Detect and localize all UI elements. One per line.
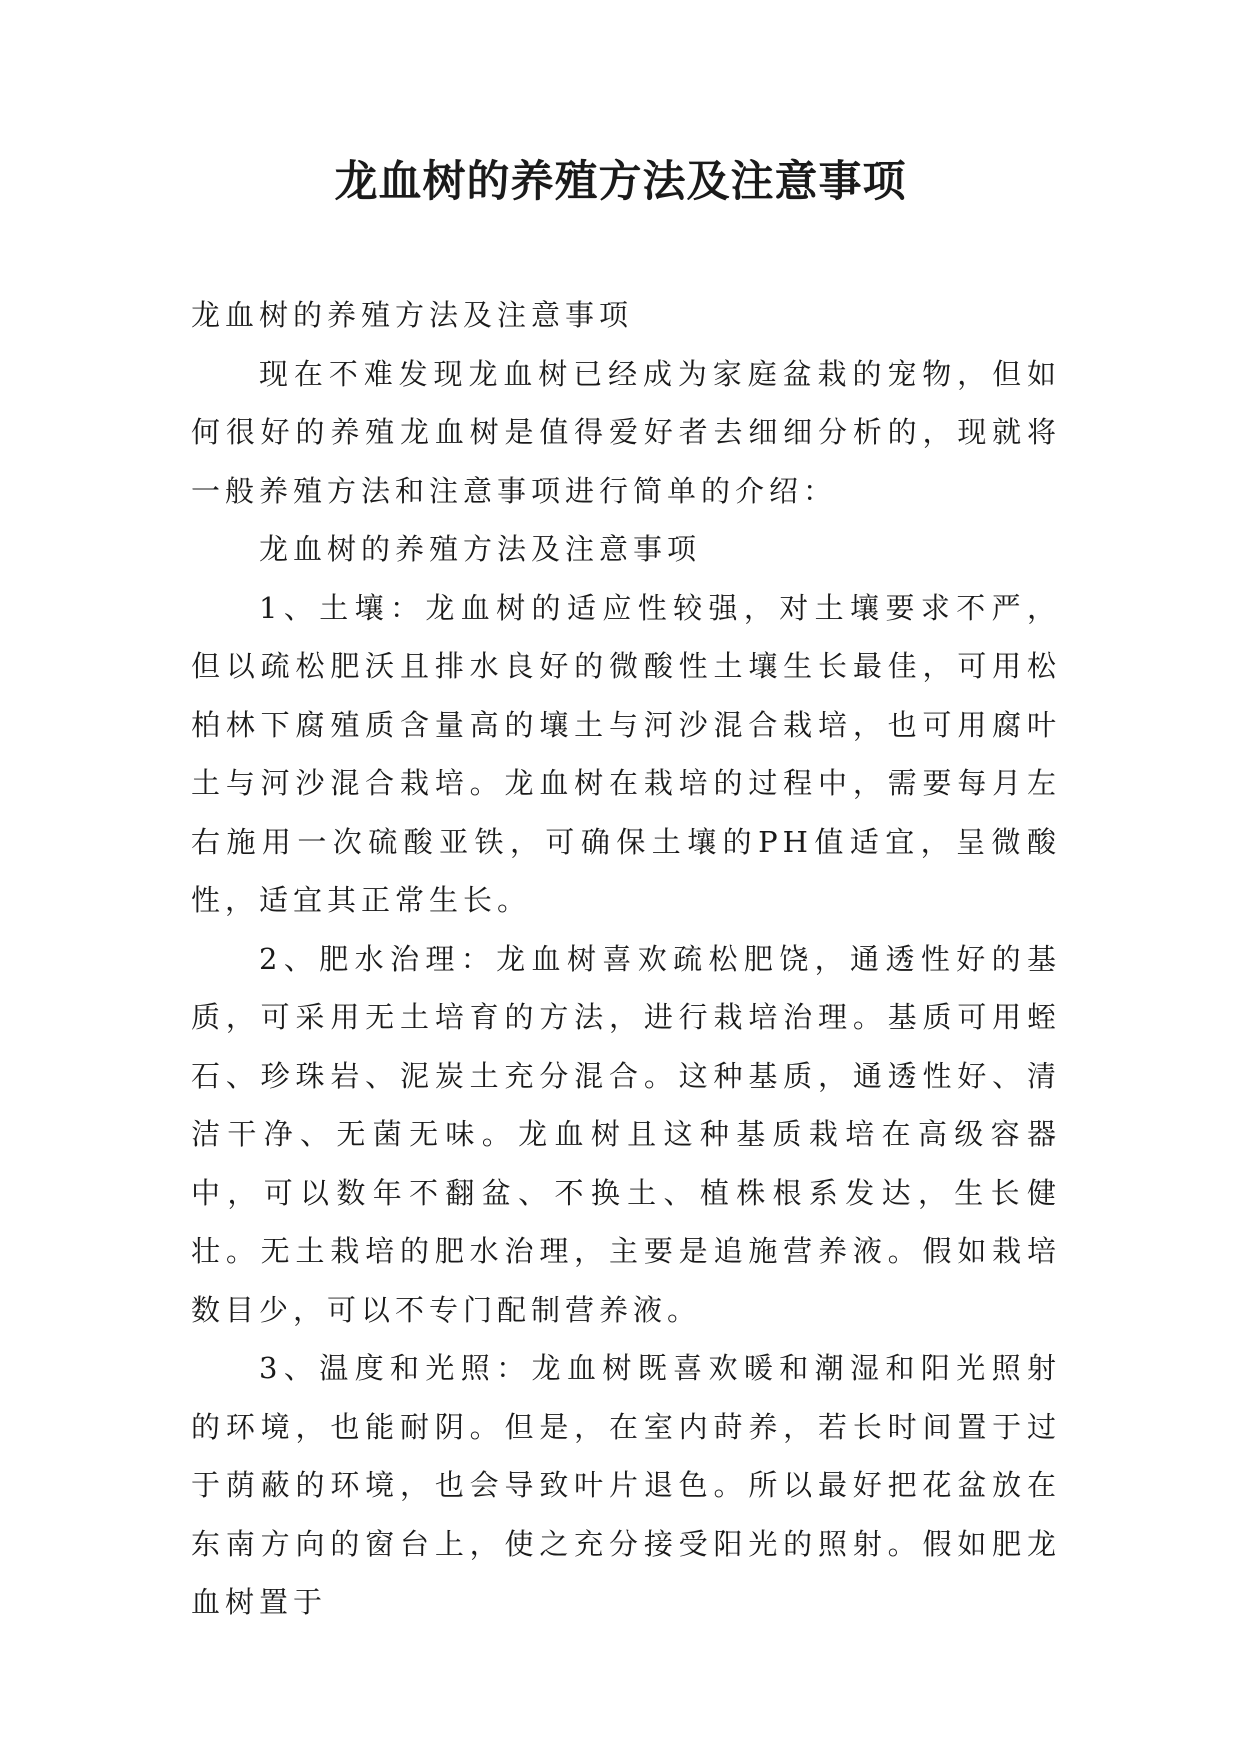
- paragraph-intro: 现在不难发现龙血树已经成为家庭盆栽的宠物，但如何很好的养殖龙血树是值得爱好者去细细分析的，现就将一般养殖方法和注意事项进行简单的介绍：: [191, 356, 1061, 508]
- paragraph-temperature-light: 3、温度和光照：龙血树既喜欢暖和潮湿和阳光照射的环境，也能耐阴。但是，在室内莳养，若长时间置于过于荫蔽的环境，也会导致叶片退色。所以最好把花盆放在东南方向的窗台上，使之充分接受阳光的照射。假如肥龙血树置于: [191, 1351, 1061, 1619]
- paragraph-subtitle: 龙血树的养殖方法及注意事项: [191, 298, 634, 332]
- paragraph-soil: 1、土壤：龙血树的适应性较强，对土壤要求不严，但以疏松肥沃且排水良好的微酸性土壤生长最佳，可用松柏林下腐殖质含量高的壤土与河沙混合栽培，也可用腐叶土与河沙混合栽培。龙血树在栽培的过程中，需要每月左右施用一次硫酸亚铁，可确保土壤的PH值适宜，呈微酸性，适宜其正常生长。: [191, 590, 1061, 917]
- paragraph-section-heading: 龙血树的养殖方法及注意事项: [259, 532, 702, 566]
- document-body: [191, 286, 1061, 1632]
- document-title: 龙血树的养殖方法及注意事项: [334, 157, 907, 207]
- paragraph-fertilizer-water: 2、肥水治理：龙血树喜欢疏松肥饶，通透性好的基质，可采用无土培育的方法，进行栽培治理。基质可用蛭石、珍珠岩、泥炭土充分混合。这种基质，通透性好、清洁干净、无菌无味。龙血树且这种基质栽培在高级容器中，可以数年不翻盆、不换土、植株根系发达，生长健壮。无土栽培的肥水治理，主要是追施营养液。假如栽培数目少，可以不专门配制营养液。: [191, 941, 1061, 1327]
